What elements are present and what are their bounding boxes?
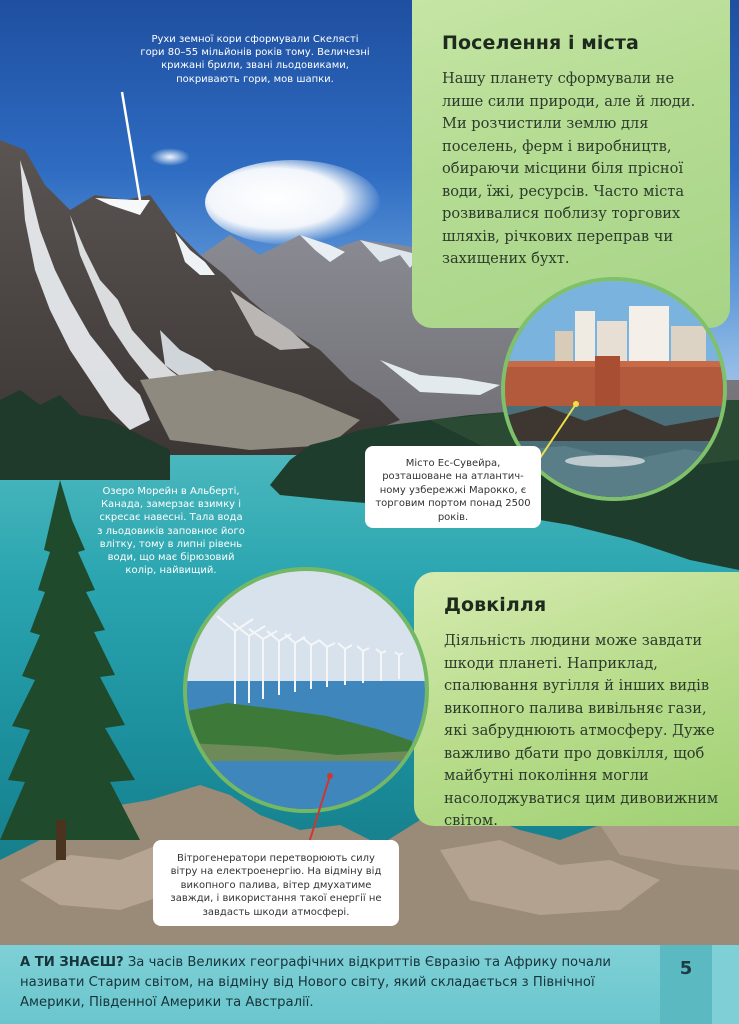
did-you-know-text — [20, 953, 660, 1013]
wind-caption: Вітрогенератори перетворюють силу вітру на електроенергію. На відміну від викопного палива, вітер дмухатиме завжди, і використання такої енергії не завдасть шкоди атмосфері. — [153, 840, 399, 926]
did-you-know-label: А ТИ ЗНАЄШ? — [20, 955, 124, 970]
forest — [0, 380, 170, 480]
page-number: 5 — [660, 945, 712, 1024]
environment-panel — [414, 572, 739, 829]
lake-caption: Озеро Морейн в Альберті, Канада, замерзає взимку і скресає навесні. Тала вода з льодовиків заповнює його влітку, тому в липні рівень води, що має бірюзовий колір, найвищий. — [97, 486, 245, 577]
caption-pointer — [300, 770, 340, 850]
did-you-know-body: За часів Великих географічних відкриттів Євразію та Африку почали називати Старим світом, на відміну від Нового світу, який складається з Північної Америки, Південної Америки та Австралії. — [20, 955, 612, 1010]
page-edge-strip — [712, 945, 739, 1024]
mountains-caption: Рухи земної кори сформували Скелясті гори 80–55 мільйонів років тому. Величезні крижані брили, звані льодовиками, покривають гори, мов шапки. — [140, 34, 370, 85]
settlements-body: Нашу планету сформували не лише сили природи, але й люди. Ми розчистили землю для поселень, ферм і виробництв, обираючи місцини біля прісної води, їжі, ресурсів. Часто міста розвивалися поблизу торгових шляхів, річкових переправ чи захищених бухт. — [442, 70, 696, 267]
environment-title: Довкілля — [444, 594, 547, 616]
settlements-panel — [412, 0, 730, 328]
city-caption: Місто Ес-Сувейра, розташоване на атлантич-ному узбережжі Марокко, є торговим портом понад 2500 років. — [365, 446, 541, 528]
environment-body: Діяльність людини може завдати шкоди планеті. Наприклад, спалювання вугілля й інших видів викопного палива вивільняє гази, які забруднюють атмосферу. Дуже важливо дбати про довкілля, щоб майбутні покоління могли насолоджуватися цим дивовижним світом. — [444, 632, 719, 829]
did-you-know-bar — [0, 945, 739, 1024]
caption-pointer — [118, 90, 148, 205]
settlements-title: Поселення і міста — [442, 32, 639, 54]
